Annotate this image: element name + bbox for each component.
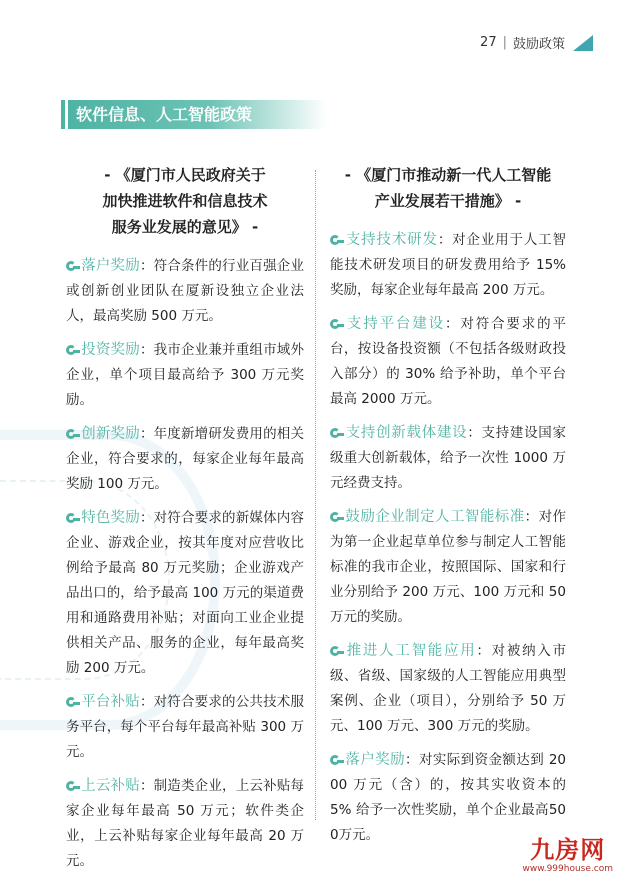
policy-item-body: ：对符合要求的新媒体内容企业、游戏企业，按其年度对应营收比例给予最高 80 万元奖励；企业游戏产品出口的，给予最高 100 万元的渠道费用和通路费用补贴；对面向工业企业提供相关产品、服务的企业，每年最高奖励 200 万元。 <box>66 510 304 676</box>
policy-item-body: ：对作为第一企业起草单位参与制定人工智能标准的我市企业，按照国际、国家和行业分别给予 200 万元、100 万元和 50 万元的奖励。 <box>330 509 567 625</box>
title-line: 产业发展若干措施》 - <box>374 192 522 210</box>
policy-item-heading: 创新奖励 <box>81 426 140 442</box>
left-column-title <box>66 162 304 240</box>
bullet-arrow-icon <box>66 513 76 523</box>
policy-item <box>330 505 566 630</box>
policy-item-heading: 推进人工智能应用 <box>345 643 477 659</box>
policy-item-heading: 上云补贴 <box>81 778 140 794</box>
title-line: - 《厦门市人民政府关于 <box>104 166 266 184</box>
policy-item-body: ：对被纳入市级、省级、国家级的人工智能应用典型案例、企业（项目），分别给予 50 万元、100 万元、300 万元的奖励。 <box>330 643 567 734</box>
policy-item-heading: 支持技术研发 <box>345 232 438 248</box>
title-line: - 《厦门市推动新一代人工智能 <box>344 166 552 184</box>
banner-accent-bar <box>61 100 65 129</box>
policy-item <box>66 774 304 874</box>
column-divider <box>315 170 316 820</box>
watermark-brand: 九房网 <box>530 836 606 864</box>
header-separator: | <box>502 35 507 50</box>
policy-item-heading: 支持创新载体建设 <box>345 425 468 441</box>
right-column-title <box>330 162 566 214</box>
policy-item <box>330 312 566 412</box>
title-line: 服务业发展的意见》 - <box>111 218 259 236</box>
policy-item <box>330 639 566 739</box>
bullet-arrow-icon <box>66 429 76 439</box>
policy-item-body: ：制造类企业，上云补贴每家企业每年最高 50 万元；软件类企业，上云补贴每家企业每年最高 20 万元。 <box>66 778 304 869</box>
policy-item <box>66 338 304 413</box>
bullet-arrow-icon <box>66 261 76 271</box>
left-column <box>66 162 304 883</box>
triangle-icon <box>573 35 593 51</box>
bullet-arrow-icon <box>330 428 340 438</box>
policy-item <box>330 228 566 303</box>
bullet-arrow-icon <box>66 345 76 355</box>
bullet-arrow-icon <box>330 755 340 765</box>
policy-item-body: ：支持建设国家级重大创新载体，给予一次性 1000 万元经费支持。 <box>330 425 567 491</box>
title-line: 加快推进软件和信息技术 <box>102 192 268 210</box>
bullet-arrow-icon <box>330 646 340 656</box>
watermark-logo <box>522 837 613 875</box>
policy-item-body: ：对企业用于人工智能技术研发项目的研发费用给予 15% 奖励，每家企业每年最高 200 万元。 <box>330 232 567 298</box>
policy-item-heading: 鼓励企业制定人工智能标准 <box>345 509 525 525</box>
policy-item <box>66 254 304 329</box>
policy-item-body: ：符合条件的行业百强企业或创新创业团队在厦新设独立企业法人，最高奖励 500 万元。 <box>66 258 304 324</box>
banner-title: 软件信息、人工智能政策 <box>68 100 326 129</box>
bullet-arrow-icon <box>66 697 76 707</box>
policy-item-body: ：我市企业兼并重组市域外企业，单个项目最高给予 300 万元奖励。 <box>66 342 304 408</box>
bullet-arrow-icon <box>330 235 340 245</box>
policy-item-body: ：年度新增研发费用的相关企业，符合要求的，每家企业每年最高奖励 100 万元。 <box>66 426 304 492</box>
bullet-arrow-icon <box>330 319 340 329</box>
policy-item <box>330 748 566 848</box>
right-column <box>330 162 566 857</box>
policy-item-heading: 支持平台建设 <box>345 316 445 332</box>
policy-item-heading: 落户奖励 <box>345 752 406 768</box>
bullet-arrow-icon <box>66 781 76 791</box>
policy-item <box>66 690 304 765</box>
page-number: 27 <box>480 35 497 50</box>
policy-item-heading: 特色奖励 <box>81 510 140 526</box>
section-name: 鼓励政策 <box>512 37 565 52</box>
page-header <box>480 33 593 52</box>
policy-item-body: ：对实际到资金额达到 2000 万元（含）的，按其实收资本的 5% 给予一次性奖励，单个企业最高500万元。 <box>330 752 566 843</box>
watermark-url: www.999house.com <box>522 864 613 874</box>
policy-item-body: ：对符合要求的平台，按设备投资额（不包括各级财政投入部分）的 30% 给予补助，单个平台最高 2000 万元。 <box>330 316 566 407</box>
policy-item-heading: 投资奖励 <box>81 342 140 358</box>
section-banner <box>61 100 326 129</box>
policy-item <box>330 421 566 496</box>
policy-item <box>66 422 304 497</box>
policy-item-heading: 平台补贴 <box>81 694 140 710</box>
bullet-arrow-icon <box>330 512 340 522</box>
policy-item <box>66 506 304 681</box>
policy-item-heading: 落户奖励 <box>81 258 140 274</box>
policy-item-body: ：对符合要求的公共技术服务平台，每个平台每年最高补贴 300 万元。 <box>66 694 304 760</box>
